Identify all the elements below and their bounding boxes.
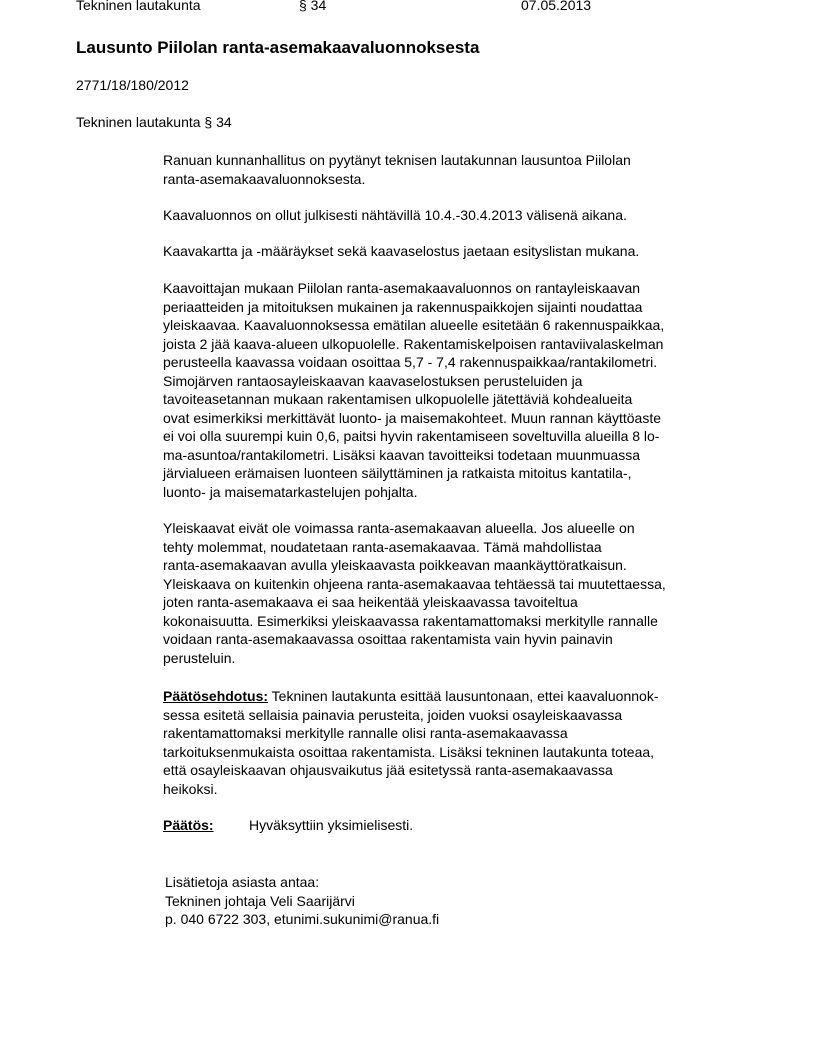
paragraph-line: periaatteiden ja mitoituksen mukainen ja rakennuspaikkojen sijainti noudattaa xyxy=(163,298,643,315)
paragraph-2 xyxy=(163,206,627,225)
paragraph-line: perusteella kaavassa voidaan osoittaa 5,7 - 7,4 rakennuspaikkaa/rantakilometri. xyxy=(163,354,658,370)
paragraph-1 xyxy=(163,151,631,188)
paragraph-line: Yleiskaava on kuitenkin ohjeena ranta-asemakaavaa tehtäessä tai muutettaessa, xyxy=(163,575,666,592)
contact-line: Lisätietoja asiasta antaa: xyxy=(165,874,320,890)
paragraph-line: Ranuan kunnanhallitus on pyytänyt teknisen lautakunnan lausuntoa Piilolan xyxy=(163,152,631,168)
paragraph-line: Simojärven rantaosayleiskaavan kaavaselostuksen perusteluiden ja xyxy=(163,372,583,389)
paragraph-3 xyxy=(163,242,639,261)
meeting-reference: Tekninen lautakunta § 34 xyxy=(76,114,232,130)
paragraph-line: ma-asuntoa/rantakilometri. Lisäksi kaavan tavoitteiksi todetaan muunmuassa xyxy=(163,446,641,463)
paragraph-line: ovat esimerkiksi merkittävät luonto- ja maisemakohteet. Muun rannan käyttöaste xyxy=(163,409,662,426)
paragraph-line: ranta-asemakaavan avulla yleiskaavasta poikkeavan maankäyttöratkaisun. xyxy=(163,557,627,573)
proposal-line: heikoksi. xyxy=(163,780,218,797)
decision-label: Päätös: xyxy=(163,817,214,833)
paragraph-line: kokonaisuutta. Esimerkiksi yleiskaavassa rakentamattomaksi merkitylle rannalle xyxy=(163,612,658,629)
proposal-line: rakentamattomaksi merkitylle rannalle olisi ranta-asemakaavassa xyxy=(163,725,568,741)
paragraph-line: voidaan ranta-asemakaavassa osoittaa rakentamista vain hyvin painavin xyxy=(163,631,613,647)
contact-info xyxy=(165,873,439,929)
header-section: § 34 xyxy=(299,0,327,13)
paragraph-line: järvialueen erämaisen luonteen säilyttäminen ja ratkaista mitoitus kantatila-, xyxy=(163,465,632,481)
header-date: 07.05.2013 xyxy=(521,0,592,13)
contact-phone-email: p. 040 6722 303, etunimi.sukunimi@ranua.fi xyxy=(165,911,440,927)
paragraph-line: luonto- ja maisematarkastelujen pohjalta. xyxy=(163,483,418,500)
proposal-line: että osayleiskaavan ohjausvaikutus jää esitetyssä ranta-asemakaavassa xyxy=(163,762,613,778)
paragraph-line: Kaavoittajan mukaan Piilolan ranta-asemakaavaluonnos on rantayleiskaavan xyxy=(163,280,641,296)
paragraph-line: Kaavakartta ja -määräykset sekä kaavaselostus jaetaan esityslistan mukana. xyxy=(163,243,640,259)
paragraph-line: tehty molemmat, noudatetaan ranta-asemakaavaa. Tämä mahdollistaa xyxy=(163,538,602,555)
paragraph-line: joten ranta-asemakaava ei saa heikentää yleiskaavassa tavoiteltua xyxy=(163,594,578,610)
record-number: 2771/18/180/2012 xyxy=(76,77,189,93)
paragraph-5 xyxy=(163,519,666,667)
header-committee: Tekninen lautakunta xyxy=(76,0,201,13)
paragraph-line: ranta-asemakaavaluonnoksesta. xyxy=(163,170,366,187)
paragraph-line: Kaavaluonnos on ollut julkisesti nähtävillä 10.4.-30.4.2013 välisenä aikana. xyxy=(163,207,627,223)
paragraph-line: tavoiteasetannan mukaan rakentamisen ulkopuolelle jätettäviä kohdealueita xyxy=(163,391,633,407)
proposal-line: tarkoituksenmukaista osoittaa rakentamista. Lisäksi tekninen lautakunta toteaa, xyxy=(163,743,655,760)
decision-proposal xyxy=(163,687,658,798)
document-title: Lausunto Piilolan ranta-asemakaavaluonnoksesta xyxy=(76,38,480,57)
proposal-line: sessa esitetä sellaisia painavia perusteita, joiden vuoksi osayleiskaavassa xyxy=(163,706,623,723)
contact-name: Tekninen johtaja Veli Saarijärvi xyxy=(165,892,355,909)
proposal-label: Päätösehdotus: xyxy=(163,688,269,704)
decision-text: Hyväksyttiin yksimielisesti. xyxy=(249,817,414,833)
paragraph-line: perusteluin. xyxy=(163,649,236,666)
paragraph-line: joista 2 jää kaava-alueen ulkopuolelle. Rakentamiskelpoisen rantaviivalaskelman xyxy=(163,335,664,352)
proposal-first-line: Tekninen lautakunta esittää lausuntonaan, ettei kaavaluonnok- xyxy=(268,688,659,704)
paragraph-line: Yleiskaavat eivät ole voimassa ranta-asemakaavan alueella. Jos alueelle on xyxy=(163,520,635,536)
paragraph-4 xyxy=(163,279,664,501)
paragraph-line: ei voi olla suurempi kuin 0,6, paitsi hyvin rakentamiseen soveltuvilla alueilla 8 lo- xyxy=(163,428,660,444)
paragraph-line: yleiskaavaa. Kaavaluonnoksessa emätilan alueelle esitetään 6 rakennuspaikkaa, xyxy=(163,317,665,333)
